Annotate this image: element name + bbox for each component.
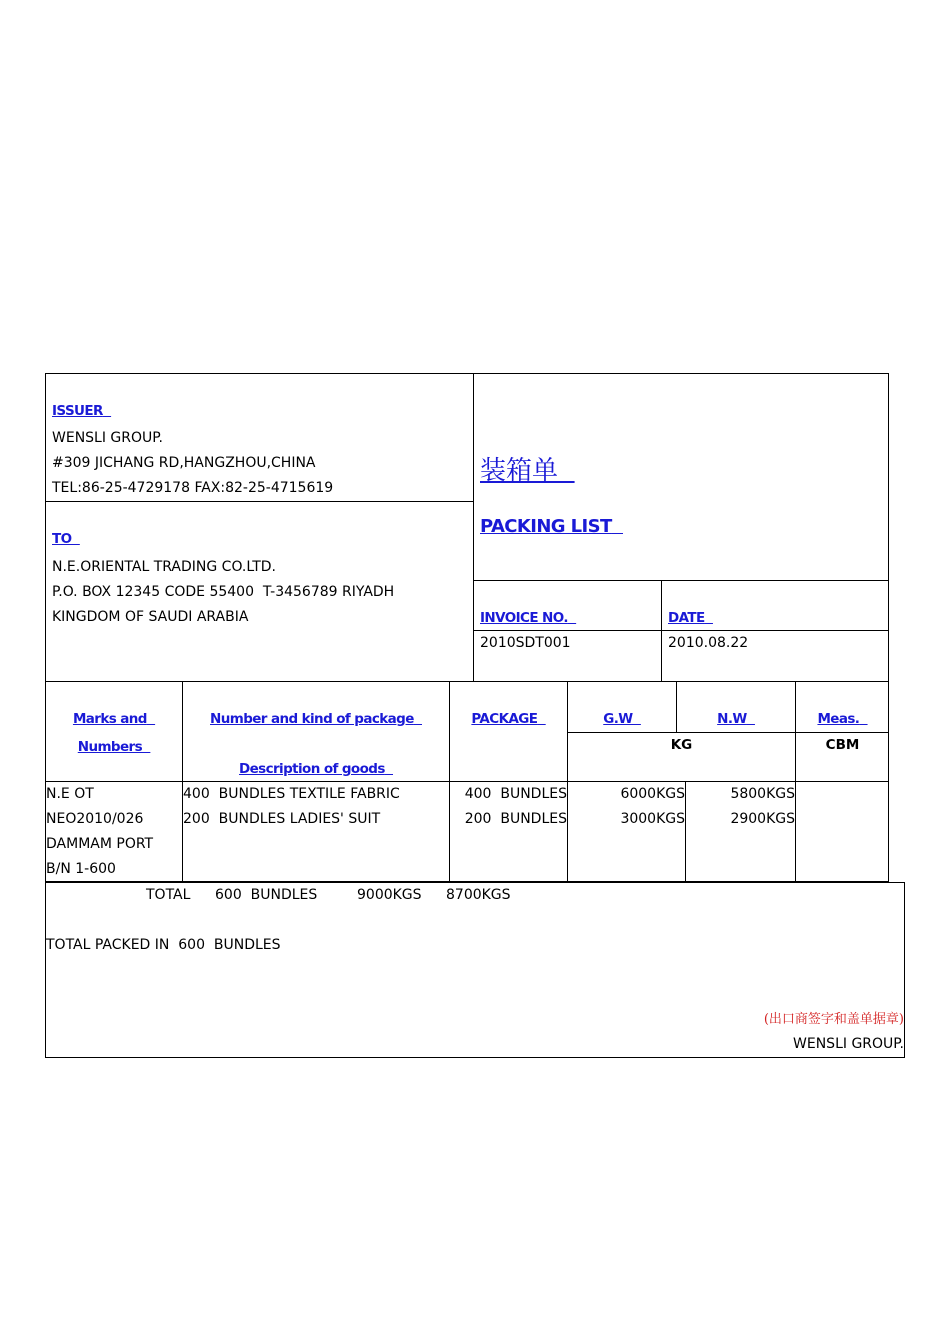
- row-gw: 6000KGS: [620, 786, 685, 802]
- issuer-name: WENSLI GROUP.: [52, 430, 163, 446]
- divider: [473, 580, 889, 581]
- to-label: TO: [52, 531, 72, 547]
- divider: [45, 681, 889, 682]
- total-gw: 9000KGS: [357, 887, 422, 903]
- divider: [473, 373, 474, 681]
- date-value: 2010.08.22: [668, 635, 749, 651]
- marks-line: DAMMAM PORT: [46, 836, 154, 852]
- col-description: Description of goods: [239, 761, 385, 777]
- divider: [45, 501, 473, 502]
- totals-frame: [45, 882, 905, 1058]
- unit-kg: KG: [670, 737, 693, 753]
- col-marks-line1: Marks and: [72, 711, 147, 727]
- invoice-value: 2010SDT001: [480, 635, 571, 651]
- issuer-address: #309 JICHANG RD,HANGZHOU,CHINA: [52, 455, 316, 471]
- row-description: 400 BUNDLES TEXTILE FABRIC: [183, 786, 400, 802]
- col-number-kind: Number and kind of package: [210, 711, 414, 727]
- marks-line: NEO2010/026: [46, 811, 144, 827]
- col-package: PACKAGE: [471, 711, 538, 727]
- title-en: PACKING LIST: [480, 516, 612, 537]
- marks-line: B/N 1-600: [46, 861, 116, 877]
- signature-company: WENSLI GROUP.: [793, 1036, 904, 1052]
- row-package: 400 BUNDLES: [464, 786, 567, 802]
- header-frame: [45, 373, 889, 882]
- consignee-country: KINGDOM OF SAUDI ARABIA: [52, 609, 249, 625]
- issuer-label: ISSUER: [52, 403, 103, 419]
- col-gw: G.W: [603, 711, 633, 727]
- row-package: 200 BUNDLES: [464, 811, 567, 827]
- col-nw: N.W: [717, 711, 747, 727]
- invoice-label: INVOICE NO.: [480, 610, 568, 626]
- total-bundles: 600 BUNDLES: [215, 887, 318, 903]
- row-description: 200 BUNDLES LADIES' SUIT: [183, 811, 381, 827]
- col-meas: Meas.: [817, 711, 860, 727]
- divider: [473, 630, 889, 631]
- total-packed-in: TOTAL PACKED IN 600 BUNDLES: [46, 937, 281, 953]
- row-nw: 5800KGS: [730, 786, 795, 802]
- title-cn: 装箱单: [480, 456, 559, 486]
- divider: [45, 781, 889, 782]
- row-gw: 3000KGS: [620, 811, 685, 827]
- col-marks-line2: Numbers: [77, 739, 143, 755]
- divider: [567, 732, 889, 733]
- total-label: TOTAL: [146, 887, 191, 903]
- signature-note: (出口商签字和盖单据章): [763, 1012, 904, 1027]
- unit-cbm: CBM: [825, 737, 860, 753]
- issuer-contact: TEL:86-25-4729178 FAX:82-25-4715619: [52, 480, 334, 496]
- date-label: DATE: [668, 610, 705, 626]
- row-nw: 2900KGS: [730, 811, 795, 827]
- total-nw: 8700KGS: [446, 887, 511, 903]
- consignee-name: N.E.ORIENTAL TRADING CO.LTD.: [52, 559, 277, 575]
- consignee-address: P.O. BOX 12345 CODE 55400 T-3456789 RIYADH: [52, 584, 395, 600]
- marks-line: N.E OT: [46, 786, 94, 802]
